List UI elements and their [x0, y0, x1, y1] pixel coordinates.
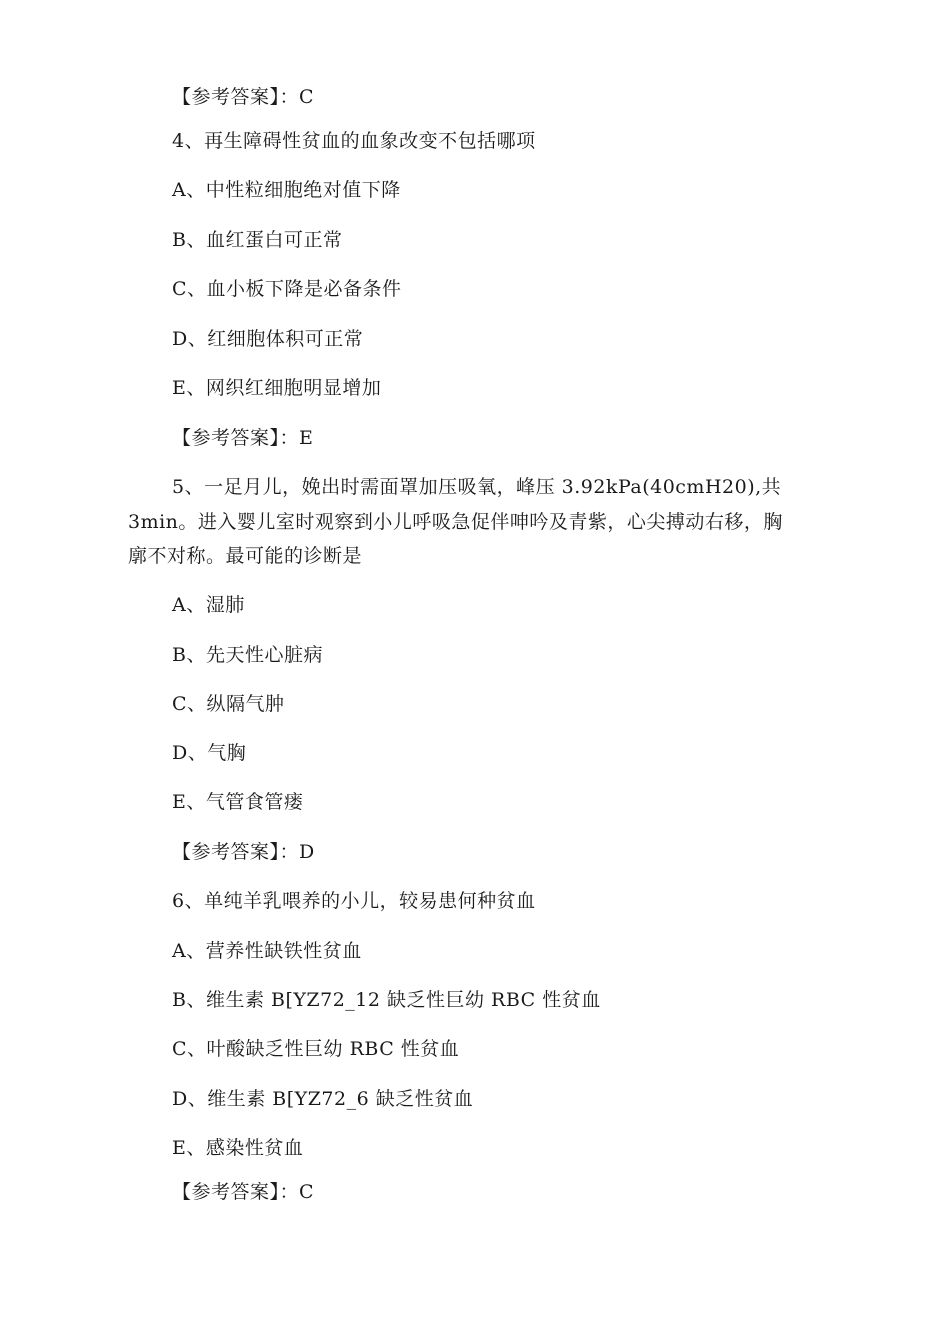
question-6-option-a: A、营养性缺铁性贫血	[172, 940, 362, 962]
question-5-option-a: A、湿肺	[172, 594, 245, 616]
question-6-option-b: B、维生素 B[YZ72_12 缺乏性巨幼 RBC 性贫血	[172, 989, 601, 1011]
question-6-option-d: D、维生素 B[YZ72_6 缺乏性贫血	[172, 1088, 474, 1110]
question-6-stem: 6、单纯羊乳喂养的小儿，较易患何种贫血	[172, 890, 536, 912]
question-4-option-a: A、中性粒细胞绝对值下降	[172, 179, 401, 201]
question-5-option-c: C、纵隔气肿	[172, 693, 285, 715]
question-4-option-b: B、血红蛋白可正常	[172, 229, 343, 251]
question-5-answer: 【参考答案】：D	[172, 841, 315, 863]
question-5-option-b: B、先天性心脏病	[172, 644, 323, 666]
question-4-answer: 【参考答案】：E	[172, 427, 314, 449]
answer-prev: 【参考答案】：C	[172, 86, 315, 108]
question-4-stem: 4、再生障碍性贫血的血象改变不包括哪项	[172, 130, 536, 152]
question-5-option-d: D、气胸	[172, 742, 247, 764]
question-6-option-e: E、感染性贫血	[172, 1137, 304, 1159]
question-4-option-d: D、红细胞体积可正常	[172, 328, 364, 350]
question-5-stem-line-1: 5、一足月儿，娩出时需面罩加压吸氧，峰压 3.92kPa(40cmH20),共	[172, 476, 782, 498]
question-6-option-c: C、叶酸缺乏性巨幼 RBC 性贫血	[172, 1038, 460, 1060]
question-4-option-e: E、网织红细胞明显增加	[172, 377, 382, 399]
question-4-option-c: C、血小板下降是必备条件	[172, 278, 402, 300]
question-5-option-e: E、气管食管瘘	[172, 791, 304, 813]
question-5-stem-line-2: 3min。进入婴儿室时观察到小儿呼吸急促伴呻吟及青紫，心尖搏动右移，胸	[128, 511, 783, 533]
question-5-stem-line-3: 廓不对称。最可能的诊断是	[128, 545, 363, 567]
question-6-answer: 【参考答案】：C	[172, 1181, 315, 1203]
